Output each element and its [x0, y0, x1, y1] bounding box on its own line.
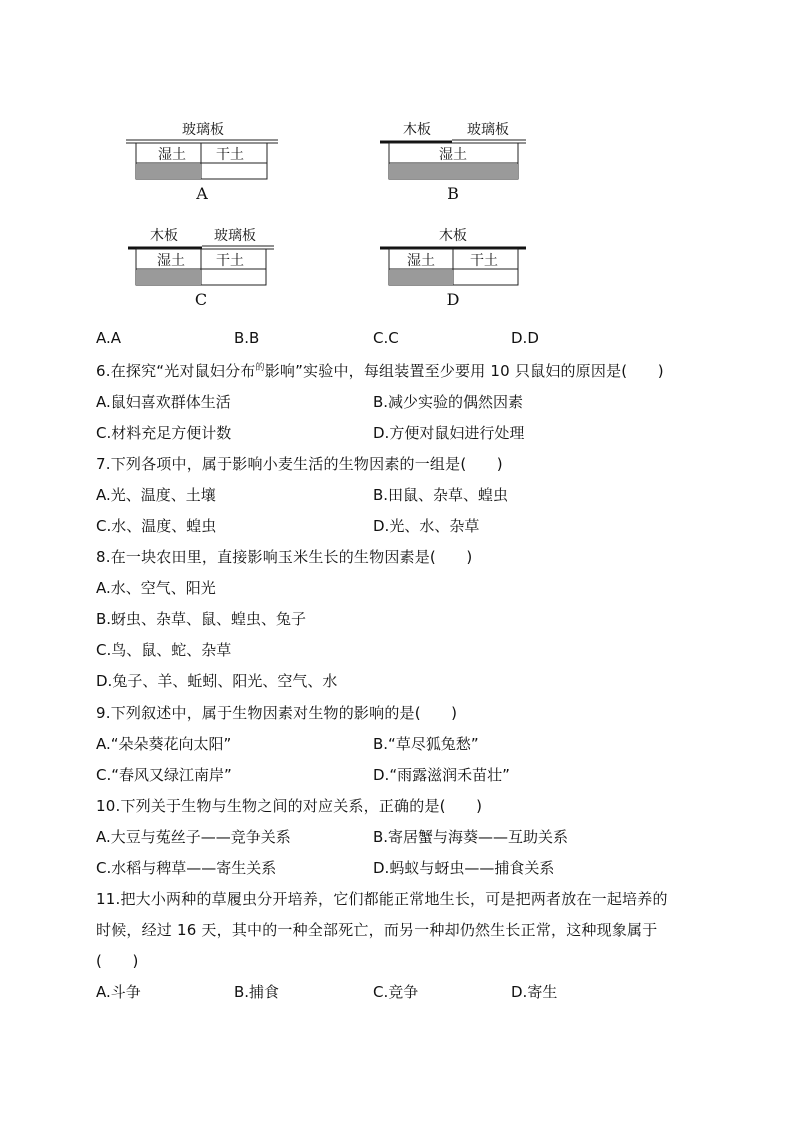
q9-option-b[interactable]: B.“草尽狐兔愁” — [373, 735, 479, 753]
diagram-letter: C — [194, 290, 208, 309]
glass-plate-label: 玻璃板 — [467, 122, 509, 138]
wood-board-label: 木板 — [150, 228, 178, 244]
q7-option-c[interactable]: C.水、温度、蝗虫 — [96, 517, 217, 535]
q5-option-b[interactable]: B.B — [234, 329, 260, 347]
wood-board-label: 木板 — [439, 228, 467, 244]
q7-option-b[interactable]: B.田鼠、杂草、蝗虫 — [373, 486, 509, 504]
wet-soil-fill — [136, 270, 201, 285]
q8-option-b[interactable]: B.蚜虫、杂草、鼠、蝗虫、兔子 — [96, 610, 307, 628]
q6-stem-part: 影响”实验中，每组装置至少要用 10 只鼠妇的原因是( ) — [264, 362, 664, 380]
diagram-letter: B — [447, 184, 459, 203]
dry-soil-label: 干土 — [470, 253, 498, 269]
q9-stem: 9.下列叙述中，属于生物因素对生物的影响的是( ) — [96, 704, 458, 722]
q11-option-b[interactable]: B.捕食 — [234, 983, 280, 1001]
q10-option-b[interactable]: B.寄居蟹与海葵——互助关系 — [373, 828, 569, 846]
q5-option-c[interactable]: C.C — [373, 329, 399, 347]
wet-soil-fill — [389, 164, 518, 179]
q5-option-a[interactable]: A.A — [96, 329, 122, 347]
q8-stem: 8.在一块农田里，直接影响玉米生长的生物因素是( ) — [96, 548, 473, 566]
glass-plate-label: 玻璃板 — [182, 122, 224, 138]
q6-stem — [96, 361, 664, 384]
q11-option-a[interactable]: A.斗争 — [96, 983, 141, 1001]
q8-option-c[interactable]: C.鸟、鼠、蛇、杂草 — [96, 641, 232, 659]
q6-stem-superscript: 的 — [255, 363, 265, 373]
wet-soil-fill — [389, 270, 453, 285]
q11-stem-line: 时候，经过 16 天，其中的一种全部死亡，而另一种却仍然生长正常，这种现象属于 — [96, 921, 658, 939]
dry-soil-label: 干土 — [216, 147, 244, 163]
q11-option-c[interactable]: C.竞争 — [373, 983, 419, 1001]
q6-option-d[interactable]: D.方便对鼠妇进行处理 — [373, 424, 525, 442]
q9-option-a[interactable]: A.“朵朵葵花向太阳” — [96, 735, 232, 753]
diagram-letter: A — [196, 184, 208, 203]
q7-option-d[interactable]: D.光、水、杂草 — [373, 517, 480, 535]
q10-option-a[interactable]: A.大豆与菟丝子——竞争关系 — [96, 828, 291, 846]
q11-option-d[interactable]: D.寄生 — [511, 983, 558, 1001]
q7-stem: 7.下列各项中，属于影响小麦生活的生物因素的一组是( ) — [96, 455, 503, 473]
glass-plate-label: 玻璃板 — [214, 228, 256, 244]
wet-soil-label: 湿土 — [439, 147, 467, 163]
wet-soil-label: 湿土 — [157, 253, 185, 269]
q9-option-c[interactable]: C.“春风又绿江南岸” — [96, 766, 232, 784]
q6-stem-part: 6.在探究“光对鼠妇分布 — [96, 362, 256, 380]
wet-soil-label: 湿土 — [158, 147, 186, 163]
q8-option-d[interactable]: D.兔子、羊、蚯蚓、阳光、空气、水 — [96, 672, 338, 690]
wet-soil-label: 湿土 — [407, 253, 435, 269]
wet-soil-fill — [136, 164, 201, 179]
q10-option-d[interactable]: D.蚂蚁与蚜虫——捕食关系 — [373, 859, 555, 877]
q9-option-d[interactable]: D.“雨露滋润禾苗壮” — [373, 766, 510, 784]
diagram-c — [128, 224, 288, 310]
q11-stem-line: ( ) — [96, 952, 139, 970]
diagram-d — [380, 224, 530, 310]
q10-stem: 10.下列关于生物与生物之间的对应关系，正确的是( ) — [96, 797, 483, 815]
diagram-letter: D — [446, 290, 460, 309]
q6-option-a[interactable]: A.鼠妇喜欢群体生活 — [96, 393, 231, 411]
q7-option-a[interactable]: A.光、温度、土壤 — [96, 486, 216, 504]
q11-stem-line: 11.把大小两种的草履虫分开培养，它们都能正常地生长，可是把两者放在一起培养的 — [96, 890, 668, 908]
q5-option-d[interactable]: D.D — [511, 329, 539, 347]
q8-option-a[interactable]: A.水、空气、阳光 — [96, 579, 216, 597]
q10-option-c[interactable]: C.水稻与稗草——寄生关系 — [96, 859, 277, 877]
dry-soil-label: 干土 — [216, 253, 244, 269]
wood-board-label: 木板 — [403, 122, 431, 138]
diagram-a — [126, 118, 286, 204]
q6-option-b[interactable]: B.减少实验的偶然因素 — [373, 393, 524, 411]
q6-option-c[interactable]: C.材料充足方便计数 — [96, 424, 232, 442]
diagram-b — [380, 118, 530, 204]
